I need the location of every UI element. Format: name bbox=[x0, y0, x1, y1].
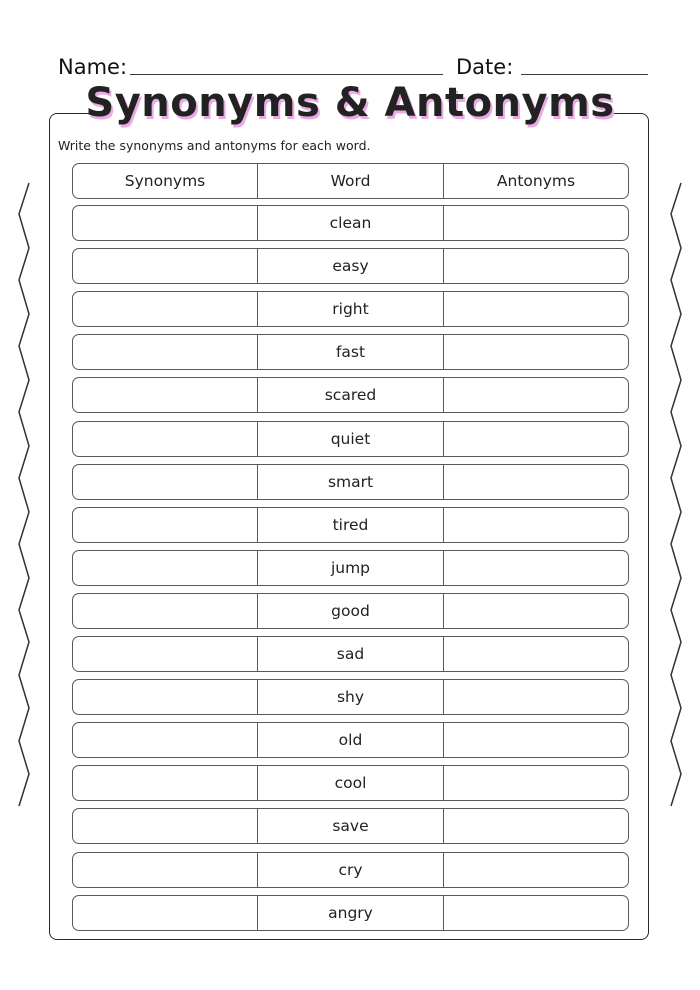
word-cell: scared bbox=[258, 378, 444, 412]
table-row bbox=[72, 421, 629, 457]
antonym-answer-cell[interactable] bbox=[444, 853, 628, 887]
word-cell: smart bbox=[258, 465, 444, 499]
table-row bbox=[72, 507, 629, 543]
table-row bbox=[72, 679, 629, 715]
date-label: Date: bbox=[456, 55, 514, 79]
antonym-answer-cell[interactable] bbox=[444, 551, 628, 585]
synonym-answer-cell[interactable] bbox=[73, 206, 258, 240]
worksheet-title: Synonyms & Antonyms bbox=[85, 80, 615, 126]
antonym-answer-cell[interactable] bbox=[444, 680, 628, 714]
synonym-answer-cell[interactable] bbox=[73, 680, 258, 714]
table-row bbox=[72, 593, 629, 629]
table-row bbox=[72, 291, 629, 327]
table-row bbox=[72, 636, 629, 672]
antonym-answer-cell[interactable] bbox=[444, 594, 628, 628]
word-cell: old bbox=[258, 723, 444, 757]
antonym-answer-cell[interactable] bbox=[444, 335, 628, 369]
word-cell: jump bbox=[258, 551, 444, 585]
antonym-answer-cell[interactable] bbox=[444, 292, 628, 326]
synonym-answer-cell[interactable] bbox=[73, 594, 258, 628]
synonym-answer-cell[interactable] bbox=[73, 551, 258, 585]
antonym-answer-cell[interactable] bbox=[444, 723, 628, 757]
instructions-text: Write the synonyms and antonyms for each word. bbox=[58, 138, 371, 153]
table-row bbox=[72, 852, 629, 888]
word-cell: save bbox=[258, 809, 444, 843]
word-cell: cry bbox=[258, 853, 444, 887]
column-header-antonyms: Antonyms bbox=[496, 172, 576, 190]
antonym-answer-cell[interactable] bbox=[444, 766, 628, 800]
table-row bbox=[72, 248, 629, 284]
antonym-answer-cell[interactable] bbox=[444, 508, 628, 542]
table-row bbox=[72, 464, 629, 500]
right-zigzag bbox=[671, 183, 681, 806]
column-header-synonyms: Synonyms bbox=[73, 164, 258, 198]
synonym-answer-cell[interactable] bbox=[73, 465, 258, 499]
antonym-answer-cell[interactable] bbox=[444, 422, 628, 456]
antonym-answer-cell[interactable] bbox=[444, 637, 628, 671]
synonym-answer-cell[interactable] bbox=[73, 766, 258, 800]
word-cell: good bbox=[258, 594, 444, 628]
antonym-answer-cell[interactable] bbox=[444, 249, 628, 283]
table-row bbox=[72, 765, 629, 801]
synonym-answer-cell[interactable] bbox=[73, 422, 258, 456]
word-cell: cool bbox=[258, 766, 444, 800]
table-header-row bbox=[72, 163, 629, 199]
synonym-answer-cell[interactable] bbox=[73, 896, 258, 930]
synonym-answer-cell[interactable] bbox=[73, 335, 258, 369]
antonym-answer-cell[interactable] bbox=[444, 465, 628, 499]
column-header-word: Word bbox=[258, 164, 444, 198]
word-cell: easy bbox=[258, 249, 444, 283]
synonym-answer-cell[interactable] bbox=[73, 809, 258, 843]
name-label: Name: bbox=[58, 55, 128, 79]
word-cell: clean bbox=[258, 206, 444, 240]
word-cell: angry bbox=[258, 896, 444, 930]
synonym-answer-cell[interactable] bbox=[73, 723, 258, 757]
antonym-answer-cell[interactable] bbox=[444, 896, 628, 930]
date-field-line[interactable] bbox=[521, 74, 648, 75]
synonym-answer-cell[interactable] bbox=[73, 249, 258, 283]
left-zigzag bbox=[19, 183, 29, 806]
antonym-answer-cell[interactable] bbox=[444, 206, 628, 240]
word-cell: tired bbox=[258, 508, 444, 542]
table-row bbox=[72, 205, 629, 241]
table-row bbox=[72, 895, 629, 931]
synonym-answer-cell[interactable] bbox=[73, 637, 258, 671]
word-cell: sad bbox=[258, 637, 444, 671]
word-cell: shy bbox=[258, 680, 444, 714]
antonym-answer-cell[interactable] bbox=[444, 809, 628, 843]
antonym-answer-cell[interactable] bbox=[444, 378, 628, 412]
table-row bbox=[72, 334, 629, 370]
word-cell: quiet bbox=[258, 422, 444, 456]
table-row bbox=[72, 550, 629, 586]
word-cell: fast bbox=[258, 335, 444, 369]
synonym-answer-cell[interactable] bbox=[73, 292, 258, 326]
synonym-answer-cell[interactable] bbox=[73, 853, 258, 887]
table-row bbox=[72, 808, 629, 844]
table-row bbox=[72, 722, 629, 758]
word-cell: right bbox=[258, 292, 444, 326]
synonym-answer-cell[interactable] bbox=[73, 378, 258, 412]
name-field-line[interactable] bbox=[130, 74, 443, 75]
synonym-answer-cell[interactable] bbox=[73, 508, 258, 542]
table-row bbox=[72, 377, 629, 413]
